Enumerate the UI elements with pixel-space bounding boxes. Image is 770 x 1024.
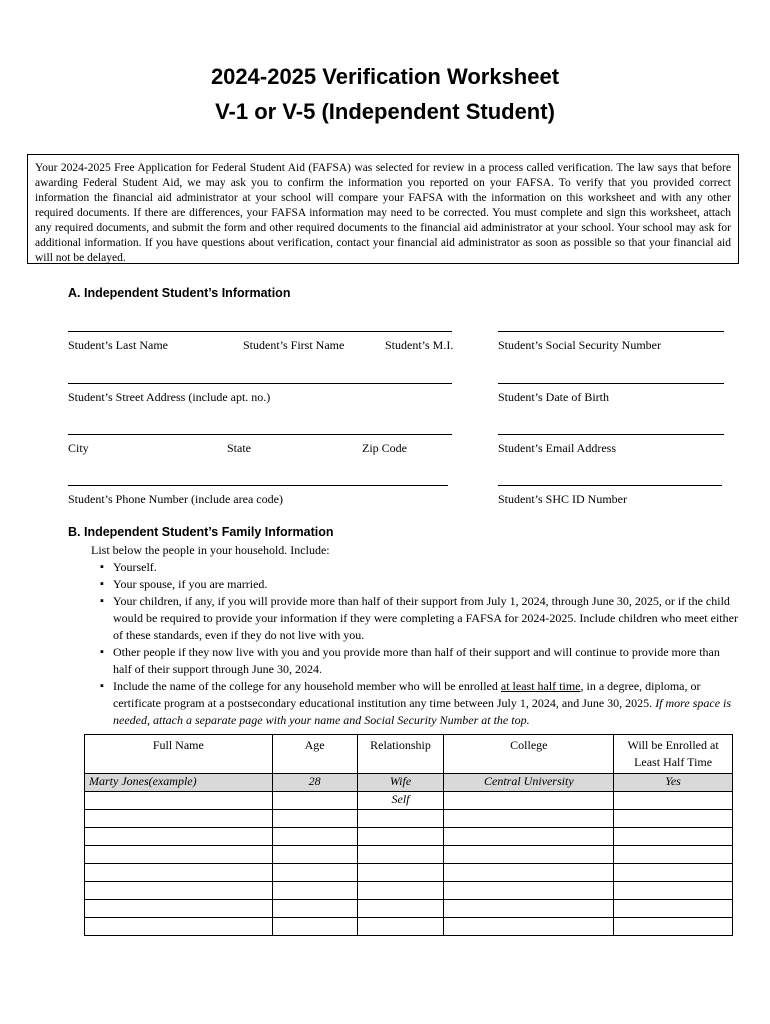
table-cell[interactable] [272, 810, 357, 828]
table-cell[interactable] [85, 810, 273, 828]
table-cell[interactable] [444, 864, 614, 882]
city-label: City [68, 441, 89, 455]
header-college: College [444, 735, 614, 774]
table-cell[interactable] [272, 846, 357, 864]
table-cell[interactable] [85, 792, 273, 810]
zip-label: Zip Code [362, 441, 407, 455]
bullet-text: Include the name of the college for any household member who will be enrolled [113, 679, 501, 693]
table-cell[interactable] [357, 918, 444, 936]
mi-label: Student’s M.I. [385, 338, 454, 352]
table-cell[interactable] [272, 918, 357, 936]
phone-input-line[interactable] [68, 484, 448, 486]
table-cell[interactable] [85, 846, 273, 864]
section-a-heading: A. Independent Student’s Information [68, 286, 291, 300]
table-cell[interactable] [614, 864, 733, 882]
example-enrolled: Yes [614, 774, 733, 792]
bullet-item: ▪ Your children, if any, if you will provide more than half of their support from July 1, 2024, through June 30, 2025, or if the child would be required to provide your information if they were completing a FAFSA for 2024-2025. Include children who meet either of these standards, even if they do not live with you. [100, 593, 740, 644]
header-enrolled: Will be Enrolled at Least Half Time [614, 735, 733, 774]
table-cell[interactable] [272, 864, 357, 882]
name-input-line[interactable] [68, 330, 452, 332]
header-age: Age [272, 735, 357, 774]
ssn-input-line[interactable] [498, 330, 724, 332]
example-age: 28 [272, 774, 357, 792]
household-bullets [100, 559, 740, 729]
table-cell[interactable] [444, 918, 614, 936]
street-label: Student’s Street Address (include apt. no.) [68, 390, 271, 404]
section-b-intro: List below the people in your household. Include: [91, 543, 330, 557]
table-cell[interactable] [272, 900, 357, 918]
table-cell[interactable] [444, 828, 614, 846]
table-cell[interactable] [85, 828, 273, 846]
dob-input-line[interactable] [498, 382, 724, 384]
table-row [85, 846, 733, 864]
header-relationship: Relationship [357, 735, 444, 774]
table-cell[interactable] [357, 828, 444, 846]
table-cell[interactable] [614, 792, 733, 810]
first-name-label: Student’s First Name [243, 338, 345, 352]
table-cell[interactable] [614, 828, 733, 846]
email-input-line[interactable] [498, 433, 724, 435]
table-row [85, 900, 733, 918]
table-cell[interactable] [444, 900, 614, 918]
city-state-zip-input-line[interactable] [68, 433, 452, 435]
shc-id-label: Student’s SHC ID Number [498, 492, 627, 506]
shc-id-input-line[interactable] [498, 484, 722, 486]
self-relationship-cell: Self [357, 792, 444, 810]
bullet-item: ▪ Your spouse, if you are married. [100, 576, 740, 593]
table-cell[interactable] [357, 900, 444, 918]
last-name-label: Student’s Last Name [68, 338, 168, 352]
table-row [85, 810, 733, 828]
table-cell[interactable] [357, 882, 444, 900]
state-label: State [227, 441, 251, 455]
phone-label: Student’s Phone Number (include area code) [68, 492, 283, 506]
table-cell[interactable] [444, 810, 614, 828]
table-cell[interactable] [357, 864, 444, 882]
email-label: Student’s Email Address [498, 441, 616, 455]
bullet-item: ▪ Other people if they now live with you and you provide more than half of their support and will continue to provide more than half of their support through June 30, 2024. [100, 644, 740, 678]
table-cell[interactable] [614, 846, 733, 864]
table-cell[interactable] [614, 918, 733, 936]
household-table [84, 734, 733, 936]
table-row [85, 828, 733, 846]
example-relationship: Wife [357, 774, 444, 792]
table-cell[interactable] [272, 882, 357, 900]
table-cell[interactable] [357, 846, 444, 864]
bullet-text: , in a degree, diploma, or certificate program at a postsecondary educational institution any time between July 1, 2024, and June 30, 2025. [113, 679, 701, 710]
example-college: Central University [444, 774, 614, 792]
table-cell[interactable] [85, 882, 273, 900]
street-input-line[interactable] [68, 382, 452, 384]
table-cell[interactable] [85, 900, 273, 918]
table-cell[interactable] [85, 864, 273, 882]
ssn-label: Student’s Social Security Number [498, 338, 661, 352]
bullet-item [100, 678, 740, 729]
table-row [85, 882, 733, 900]
example-name: Marty Jones(example) [85, 774, 273, 792]
intro-box: Your 2024-2025 Free Application for Federal Student Aid (FAFSA) was selected for review in a process called verification. The law says that before awarding Federal Student Aid, we may ask you to confirm the information you reported on your FAFSA. To verify that you provided correct information the financial aid administrator at your school will compare your FAFSA with the information on this worksheet and with any other required documents. If there are differences, your FAFSA information may need to be corrected. You must complete and sign this worksheet, attach any required documents, and submit the form and other required documents to the financial aid administrator at your school. Your school may ask for additional information. If you have questions about verification, contact your financial aid administrator as soon as possible so that your financial aid will not be delayed. [27, 154, 739, 264]
table-cell[interactable] [614, 882, 733, 900]
table-cell[interactable] [614, 900, 733, 918]
table-header-row [85, 735, 733, 774]
table-cell[interactable] [444, 792, 614, 810]
table-cell[interactable] [444, 882, 614, 900]
underlined-text: at least half time [500, 679, 581, 693]
table-row [85, 864, 733, 882]
header-full-name: Full Name [85, 735, 273, 774]
table-cell[interactable] [272, 828, 357, 846]
dob-label: Student’s Date of Birth [498, 390, 609, 404]
table-cell[interactable] [85, 918, 273, 936]
worksheet-title: 2024-2025 Verification Worksheet [210, 64, 560, 89]
bullet-item: ▪ Yourself. [100, 559, 740, 576]
section-b-heading: B. Independent Student’s Family Information [68, 525, 334, 539]
table-row [85, 792, 733, 810]
worksheet-subtitle: V-1 or V-5 (Independent Student) [215, 99, 555, 124]
table-cell[interactable] [614, 810, 733, 828]
table-cell[interactable] [444, 846, 614, 864]
table-cell[interactable] [272, 792, 357, 810]
table-row [85, 918, 733, 936]
example-row [85, 774, 733, 792]
italic-note: If more space is needed, attach a separate page with your name and Social Security Number at the top. [113, 696, 732, 727]
table-cell[interactable] [357, 810, 444, 828]
